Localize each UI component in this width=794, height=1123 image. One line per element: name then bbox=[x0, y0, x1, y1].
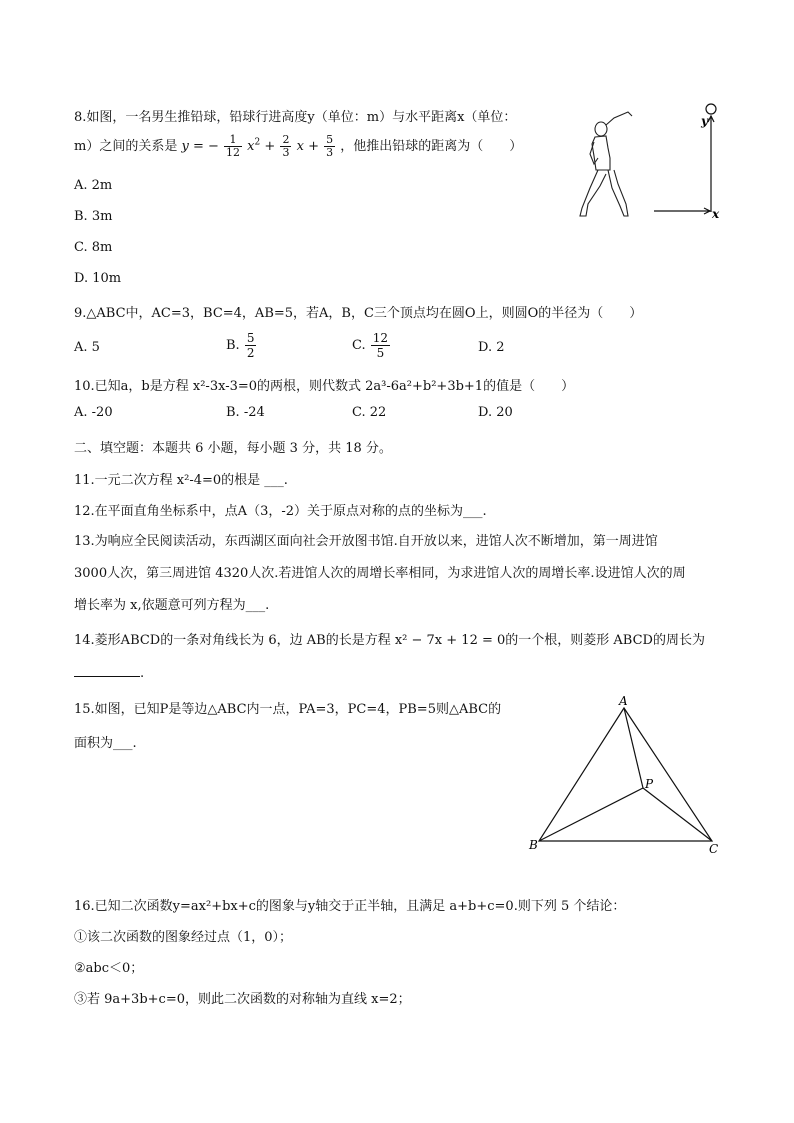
q9-option-c: C. $\frac{12}{5}$ bbox=[352, 331, 389, 360]
q13-line3: 增长率为 x,依题意可列方程为___. bbox=[74, 598, 270, 613]
q13-line1: 13.为响应全民阅读活动，东西湖区面向社会开放图书馆.自开放以来，进馆人次不断增加，第一周进馆 bbox=[74, 534, 658, 549]
q9-option-b: B. $\frac{5}{2}$ bbox=[226, 331, 255, 360]
q10-text: 10.已知a，b是方程 x²-3x-3=0的两根，则代数式 2a³-6a²+b²+3b+1的值是（ ） bbox=[74, 379, 575, 394]
q16-conclusion-3: ③若 9a+3b+c=0，则此二次函数的对称轴为直线 x=2； bbox=[74, 992, 411, 1007]
q13-line2: 3000人次，第三周进馆 4320人次.若进馆人次的周增长率相同，为求进馆人次的周增长率.设进馆人次的周 bbox=[74, 566, 686, 581]
q8-option-a: A. 2m bbox=[74, 178, 113, 193]
q10-option-a: A. -20 bbox=[74, 405, 113, 420]
q14-line1: 14.菱形ABCD的一条对角线长为 6，边 AB的长是方程 x² − 7x + 12 = 0的一个根，则菱形 ABCD的周长为 bbox=[74, 633, 705, 648]
q8-option-c: C. 8m bbox=[74, 240, 113, 255]
q8-line1: 8.如图，一名男生推铅球，铅球行进高度y（单位：m）与水平距离x（单位： bbox=[74, 110, 517, 125]
shot-ball-icon bbox=[706, 104, 716, 114]
q16-conclusion-2: ②abc＜0； bbox=[74, 961, 144, 976]
x-axis-label: x bbox=[712, 207, 720, 221]
q10-option-c: C. 22 bbox=[352, 405, 387, 420]
label-a: A bbox=[619, 694, 628, 708]
q9-option-d: D. 2 bbox=[478, 340, 505, 355]
label-p: P bbox=[645, 777, 654, 791]
segment-pc bbox=[643, 788, 712, 841]
section-2-heading: 二、填空题：本题共 6 小题，每小题 3 分，共 18 分。 bbox=[74, 441, 392, 456]
fraction-5-2: $\frac{5}{2}$ bbox=[246, 331, 255, 360]
q11-text: 11.一元二次方程 x²-4=0的根是 ___. bbox=[74, 473, 288, 488]
q12-text: 12.在平面直角坐标系中，点A（3，-2）关于原点对称的点的坐标为___. bbox=[74, 504, 487, 519]
q15-line2: 面积为___. bbox=[74, 736, 137, 751]
shot-put-figure bbox=[570, 98, 730, 228]
label-b: B bbox=[529, 838, 538, 852]
label-c: C bbox=[709, 842, 719, 856]
segment-pa bbox=[624, 708, 643, 788]
q10-option-d: D. 20 bbox=[478, 405, 513, 420]
fraction-5-3: $\frac{5}{3}$ bbox=[326, 133, 334, 159]
q14-line2: . bbox=[74, 664, 144, 681]
q8-line2 bbox=[74, 134, 522, 159]
q8-option-b: B. 3m bbox=[74, 209, 113, 224]
q15-line1: 15.如图，已知P是等边△ABC内一点，PA=3，PC=4，PB=5则△ABC的 bbox=[74, 702, 502, 717]
q9-option-a: A. 5 bbox=[74, 340, 100, 355]
q16-line1: 16.已知二次函数y=ax²+bx+c的图象与y轴交于正半轴，且满足 a+b+c=0.则下列 5 个结论： bbox=[74, 899, 626, 914]
q8-formula: y = − $\frac{1}{12}$ $x^2$ + $\frac{2}{3}$ x + $\frac{5}{3}$ bbox=[181, 133, 334, 159]
q10-option-b: B. -24 bbox=[226, 405, 265, 420]
fraction-2-3: $\frac{2}{3}$ bbox=[282, 133, 290, 159]
q8-line2-post: ，他推出铅球的距离为（ ） bbox=[340, 139, 523, 154]
q8-line2-pre: m）之间的关系是 bbox=[74, 139, 178, 154]
fraction-12-5: $\frac{12}{5}$ bbox=[372, 331, 389, 360]
fraction-1-12: $\frac{1}{12}$ bbox=[226, 133, 241, 159]
q8-option-d: D. 10m bbox=[74, 271, 122, 286]
q16-conclusion-1: ①该二次函数的图象经过点（1，0）； bbox=[74, 930, 293, 945]
triangle-figure bbox=[525, 692, 725, 857]
y-axis-label: y bbox=[701, 114, 708, 128]
q9-text: 9.△ABC中，AC=3，BC=4，AB=5，若A，B，C三个顶点均在圆O上，则圆O的半径为（ ） bbox=[74, 306, 643, 321]
q14-answer-blank bbox=[74, 664, 140, 677]
thrower-icon bbox=[580, 112, 632, 216]
segment-pb bbox=[539, 788, 643, 841]
